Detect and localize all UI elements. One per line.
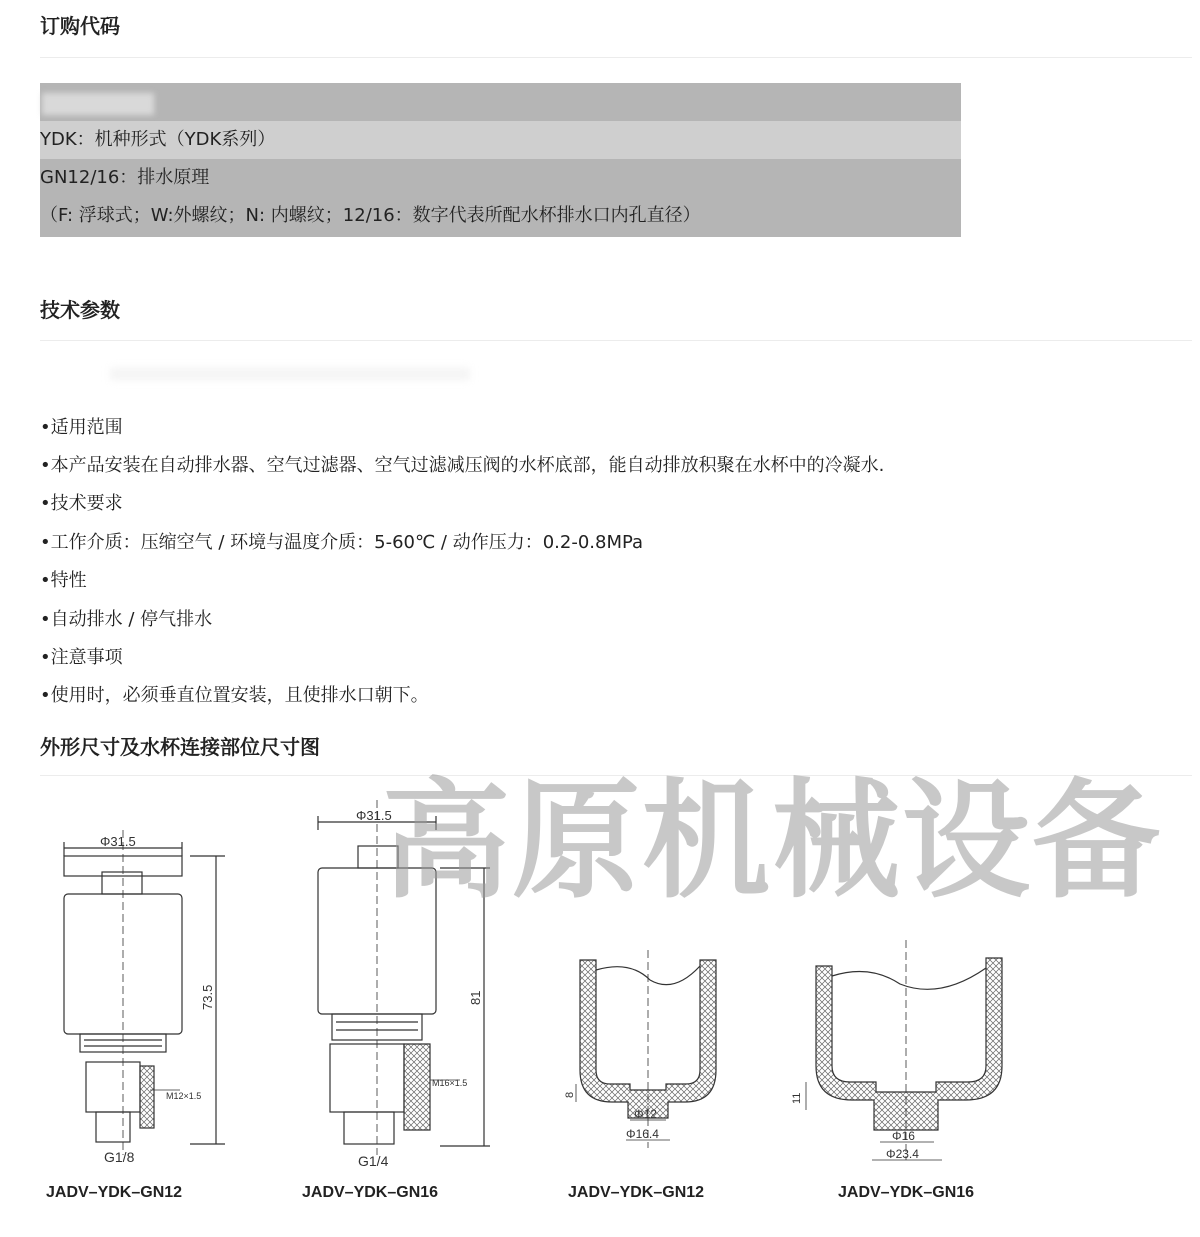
caption-d3: JADV–YDK–GN12 xyxy=(568,1184,705,1201)
d4-inner: Φ16 xyxy=(892,1129,915,1143)
d3-inner: Φ12 xyxy=(634,1107,657,1121)
d4-dim: 11 xyxy=(791,1092,803,1104)
caption-d2: JADV–YDK–GN16 xyxy=(302,1184,439,1201)
d2-height: 81 xyxy=(468,990,483,1005)
tech-params-title: 技术参数 xyxy=(40,298,120,322)
spec-line: •适用范围 xyxy=(40,417,123,438)
spec-line: •注意事项 xyxy=(40,647,123,668)
spec-line: •使用时，必须垂直位置安装，且使排水口朝下。 xyxy=(40,685,429,706)
d1-height: 73.5 xyxy=(200,984,215,1010)
order-code-line-3: （F: 浮球式；W:外螺纹；N: 内螺纹；12/16：数字代表所配水杯排水口内孔直径） xyxy=(40,197,961,235)
spec-line: •自动排水 / 停气排水 xyxy=(40,609,213,630)
dimension-title: 外形尺寸及水杯连接部位尺寸图 xyxy=(40,735,320,759)
d2-thread: M16×1.5 xyxy=(432,1078,468,1088)
caption-d4: JADV–YDK–GN16 xyxy=(838,1184,975,1201)
d3-outer: Φ16.4 xyxy=(626,1127,659,1141)
drawing-gn16-bowl xyxy=(806,940,1002,1160)
d3-dim: 8 xyxy=(564,1091,576,1098)
watermark: 高原机械设备 xyxy=(382,767,1163,916)
d1-port: G1/8 xyxy=(104,1149,135,1165)
order-code-title: 订购代码 xyxy=(40,14,120,38)
d4-outer: Φ23.4 xyxy=(886,1147,919,1161)
spec-line: •工作介质：压缩空气 / 环境与温度介质：5-60℃ / 动作压力：0.2-0.8MPa xyxy=(40,532,644,553)
spec-line: •技术要求 xyxy=(40,493,123,514)
caption-d1: JADV–YDK–GN12 xyxy=(46,1184,183,1201)
d1-diameter: Φ31.5 xyxy=(100,834,136,849)
d1-thread: M12×1.5 xyxy=(166,1091,202,1101)
d2-port: G1/4 xyxy=(358,1153,389,1169)
order-code-line-1: YDK：机种形式（YDK系列） xyxy=(40,121,961,159)
d2-diameter: Φ31.5 xyxy=(356,808,392,823)
spec-line: •特性 xyxy=(40,570,87,591)
order-code-line-2: GN12/16：排水原理 xyxy=(40,159,961,197)
spec-line: •本产品安装在自动排水器、空气过滤器、空气过滤减压阀的水杯底部，能自动排放积聚在水杯中的冷凝水. xyxy=(40,455,885,476)
